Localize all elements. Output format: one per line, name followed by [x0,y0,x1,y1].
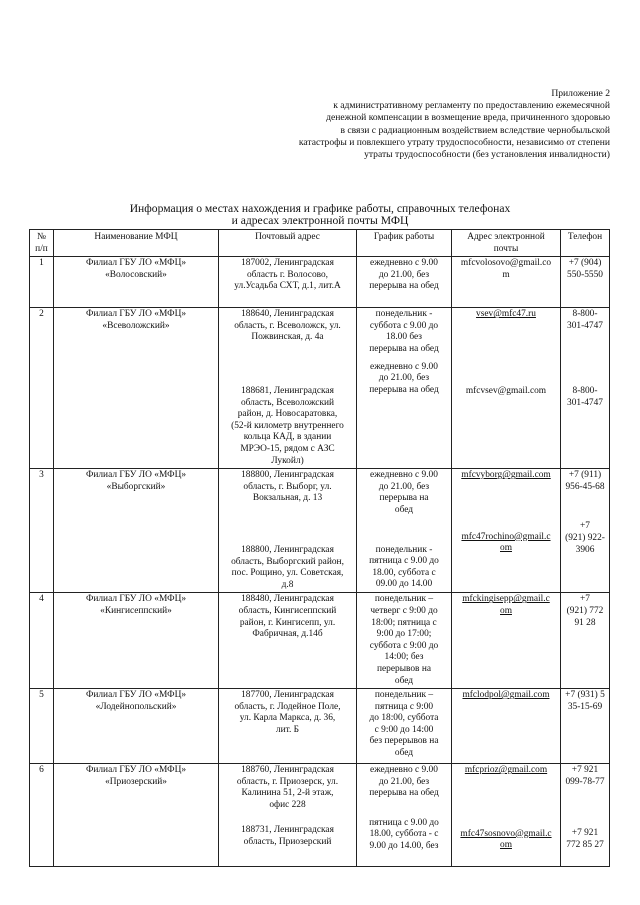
phone-cell [561,689,610,764]
email-cell [452,764,561,867]
appendix-line: утраты трудоспособности (без установления инвалидности) [364,149,610,161]
row-num: 1 [30,257,54,308]
phone-number: +7 (921) 772 91 28 [566,594,604,628]
email-link[interactable]: mfcvsev@gmail.com [465,385,547,396]
email-cell [452,689,561,764]
document-title [120,203,520,227]
mfc-name: Филиал ГБУ ЛО «МФЦ» «Выборгский» [54,469,219,593]
work-schedule: ежедневно с 9.00 до 21.00, без перерыва на обед [370,470,438,515]
work-schedule: ежедневно с 9.00 до 21.00, без перерыва на обед [369,361,439,395]
table-row [30,689,610,764]
address-cell [219,689,357,764]
mfc-name: Филиал ГБУ ЛО «МФЦ» «Лодейнопольский» [54,689,219,764]
phone-number: +7 921 772 85 27 [566,828,604,850]
email-link[interactable]: mfcvyborg@gmail.com [461,470,551,481]
address-cell [219,257,357,308]
email-link[interactable]: mfcvolosovo@gmail.co m [460,258,552,280]
address-cell [219,593,357,689]
email-link[interactable]: mfc47rochino@gmail.c om [461,531,551,554]
title-line: Информация о местах нахождения и графике работы, справочных телефонах [129,202,511,215]
mfc-name: Филиал ГБУ ЛО «МФЦ» «Приозерский» [54,764,219,867]
phone-number: 8-800- 301-4747 [567,309,603,331]
postal-address: 188731, Ленинградская область, Приозерский [241,825,334,848]
table-header-row [30,230,610,257]
address-cell [219,469,357,593]
work-schedule: пятница с 9.00 до 18.00, суббота - с 9.00 до 14.00, без [369,817,439,852]
header-schedule: График работы [357,230,452,257]
mfc-table [29,229,610,867]
mfc-name: Филиал ГБУ ЛО «МФЦ» «Волосовский» [54,257,219,308]
appendix-line: денежной компенсации в возмещение вреда, причиненного здоровью [326,112,610,124]
phone-cell [561,593,610,689]
header-phone: Телефон [561,230,610,257]
work-schedule: ежедневно с 9.00 до 21.00, без перерыва на обед [369,765,439,799]
postal-address: 188800, Ленинградская область, Выборгский район, пос. Рощино, ул. Советская, д.8 [231,544,344,590]
table-row [30,469,610,593]
appendix-line: к административному регламенту по предоставлению ежемесячной [333,100,610,112]
phone-number: +7 (931) 5 35-15-69 [565,690,605,712]
appendix-line: в связи с радиационным воздействием вследствие чернобыльской [340,124,610,136]
schedule-cell [357,257,452,308]
email-link[interactable]: mfckingisepp@gmail.c om [462,594,550,616]
email-link[interactable]: mfcprioz@gmail.com [464,765,548,776]
schedule-cell [357,689,452,764]
address-cell [219,308,357,469]
work-schedule: понедельник – пятница с 9:00 до 18:00, суббота с 9:00 до 14:00 без перерывов на обед [369,690,439,759]
schedule-cell [357,469,452,593]
phone-cell [561,764,610,867]
phone-number: +7 (904) 550-5550 [567,258,603,280]
work-schedule: ежедневно с 9.00 до 21.00, без перерыва на обед [369,258,439,292]
row-num: 5 [30,689,54,764]
table-row [30,764,610,867]
header-address: Почтовый адрес [219,230,357,257]
postal-address: 187002, Ленинградская область г. Волосово, ул.Усадьба СХТ, д.1, лит.А [234,258,341,292]
email-cell [452,257,561,308]
email-cell [452,308,561,469]
title-line: и адресах электронной почты МФЦ [231,214,409,227]
email-cell [452,469,561,593]
row-num: 2 [30,308,54,469]
postal-address: 188800, Ленинградская область, г. Выборг, ул. Вокзальная, д. 13 [241,470,334,504]
postal-address: 188640, Ленинградская область, г. Всеволожск, ул. Пожвинская, д. 4а [234,309,341,343]
postal-address: 188760, Ленинградская область, г. Приозерск, ул. Калинина 51, 2-й этаж, офис 228 [236,765,339,810]
postal-address: 187700, Ленинградская область, г. Лодейное Поле, ул. Карла Маркса, д. 36, лит. Б [234,690,341,735]
appendix-line: Приложение 2 [551,88,610,99]
table-row [30,257,610,308]
phone-cell [561,469,610,593]
appendix-line: катастрофы и повлекшего утрату трудоспособности, независимо от степени [298,136,610,148]
email-link[interactable]: mfc47sosnovo@gmail.c om [460,828,552,851]
schedule-cell [357,764,452,867]
schedule-cell [357,308,452,469]
phone-cell [561,257,610,308]
email-cell [452,593,561,689]
work-schedule: понедельник - пятница с 9.00 до 18.00, суббота с 09.00 до 14.00 [369,544,439,590]
header-name: Наименование МФЦ [54,230,219,257]
phone-number: +7 (911) 956-45-68 [565,470,605,492]
phone-number: +7 921 099-78-77 [565,765,605,787]
mfc-name: Филиал ГБУ ЛО «МФЦ» «Всеволожский» [54,308,219,469]
work-schedule: понедельник – четверг с 9:00 до 18:00; пятница с 9:00 до 17:00; суббота с 9:00 до 14:00; без перерывов на обед [369,594,439,686]
row-num: 4 [30,593,54,689]
table-row [30,308,610,469]
work-schedule: понедельник - суббота с 9.00 до 18.00 без перерыва на обед [369,309,439,354]
postal-address: 188480, Ленинградская область, Кингисеппский район, г. Кингисепп, ул. Фабричная, д.14б [238,594,337,640]
row-num: 6 [30,764,54,867]
header-email: Адрес электронной почты [452,230,561,257]
postal-address: 188681, Ленинградская область, Всеволожский район, д. Новосаратовка, (52-й километр внутреннего кольца КАД, в здании МРЭО-15, рядом с АЗС Лукойл) [231,385,344,466]
appendix-header [240,88,610,161]
email-link[interactable]: vsev@mfc47.ru [476,309,536,320]
table-row [30,593,610,689]
mfc-name: Филиал ГБУ ЛО «МФЦ» «Кингисеппский» [54,593,219,689]
row-num: 3 [30,469,54,593]
schedule-cell [357,593,452,689]
phone-number: 8-800- 301-4747 [567,386,603,408]
header-num: № п/п [30,230,54,257]
address-cell [219,764,357,867]
phone-cell [561,308,610,469]
phone-number: +7 (921) 922- 3906 [565,521,605,555]
email-link[interactable]: mfclodpol@gmail.com [462,690,550,701]
